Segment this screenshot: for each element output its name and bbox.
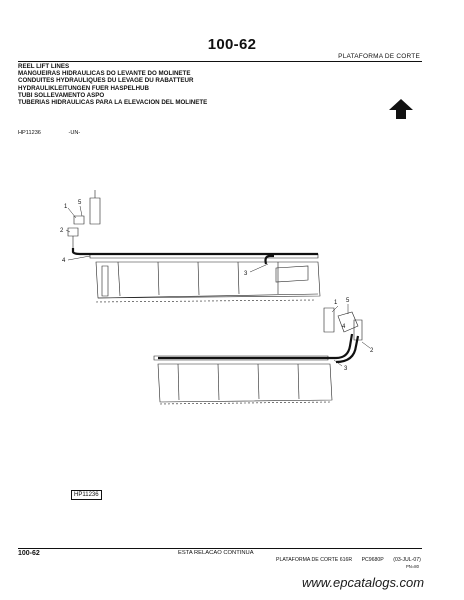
title-block xyxy=(18,63,318,106)
figure-tag: HP11236 xyxy=(71,490,102,500)
callout-label: 4 xyxy=(342,324,346,330)
top-rule xyxy=(18,61,422,62)
title-line: REEL LIFT LINES xyxy=(18,63,70,70)
section-name-top: PLATAFORMA DE CORTE xyxy=(338,53,420,60)
page-number-top: 100-62 xyxy=(207,36,257,53)
title-line: HYDRAULIKLEITUNGEN FUER HASPELHUB xyxy=(18,84,149,92)
page-number-bottom: 100-62 xyxy=(18,550,40,557)
callout-label: 2 xyxy=(370,348,374,354)
figure-id: HP11236 xyxy=(18,130,41,136)
callout-label: 3 xyxy=(244,271,248,277)
footer-date: (03-JUL-07) xyxy=(393,557,421,563)
callout-label: 2 xyxy=(60,228,64,234)
figure-code: -UN- xyxy=(68,130,81,136)
title-line: TUBI SOLLEVAMENTO ASPO xyxy=(18,91,105,99)
footer-catalog: PC9680P xyxy=(361,557,384,563)
footer-section: PLATAFORMA DE CORTE 616R xyxy=(276,557,353,563)
continued-note: ESTA RELACAO CONTINUA xyxy=(178,550,254,556)
title-line: CONDUITES HYDRAULIQUES DU LEVAGE DU RABATTEUR xyxy=(18,77,194,85)
footer-code: PN=80 xyxy=(406,564,419,569)
title-line: MANGUEIRAS HIDRAULICAS DO LEVANTE DO MOLINETE xyxy=(18,70,191,78)
arrow-up-icon[interactable] xyxy=(388,98,414,120)
callout-label: 5 xyxy=(78,200,82,206)
callout-label: 3 xyxy=(344,366,348,372)
callout-label: 4 xyxy=(62,258,66,264)
bottom-rule xyxy=(18,548,422,549)
figure-reference xyxy=(18,130,106,136)
watermark: www.epcatalogs.com xyxy=(302,575,425,590)
callout-label: 1 xyxy=(334,300,338,306)
footer-info xyxy=(276,557,429,563)
title-line: TUBERIAS HIDRAULICAS PARA LA ELEVACION DEL MOLINETE xyxy=(18,99,208,107)
callout-label: 1 xyxy=(64,204,68,210)
reel-lift-lines-diagram xyxy=(18,176,418,416)
callout-label: 5 xyxy=(346,298,350,304)
